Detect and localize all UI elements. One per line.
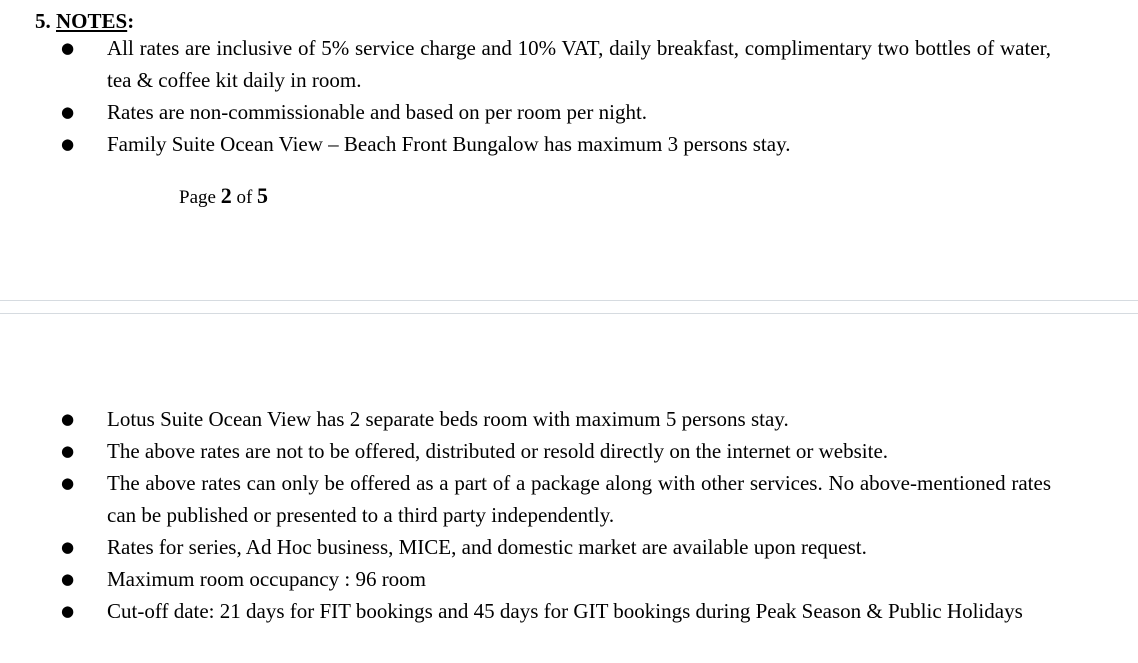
- bullet-icon: ●: [61, 442, 75, 460]
- bullet-icon: ●: [61, 39, 75, 57]
- list-item: [0, 403, 1051, 435]
- bullet-icon: ●: [61, 103, 75, 121]
- list-item: [0, 467, 1051, 531]
- notes-list-top: [0, 32, 1138, 160]
- note-text: The above rates are not to be offered, distributed or resold directly on the internet or website.: [107, 439, 889, 463]
- bullet-icon: ●: [61, 570, 75, 588]
- list-item: [0, 595, 1051, 627]
- page-number-prefix: Page: [179, 187, 221, 208]
- list-item: [0, 435, 1051, 467]
- list-item: [0, 96, 1051, 128]
- page-break-divider: [0, 300, 1138, 314]
- page-number-total: 5: [257, 183, 269, 208]
- page-number-current: 2: [220, 183, 232, 208]
- section-title: NOTES: [56, 9, 128, 33]
- note-text: All rates are inclusive of 5% service charge and 10% VAT, daily breakfast, complimentary two bottles of water, tea & coffee kit daily in room.: [107, 36, 1051, 92]
- section-number: 5.: [35, 9, 56, 33]
- list-item: [0, 32, 1051, 96]
- note-text: Cut-off date: 21 days for FIT bookings and 45 days for GIT bookings during Peak Season & Public Holidays: [107, 599, 1023, 623]
- section-colon: :: [127, 9, 135, 33]
- bullet-icon: ●: [61, 474, 75, 492]
- note-text: Rates are non-commissionable and based on per room per night.: [107, 100, 648, 124]
- notes-list-bottom: [0, 403, 1138, 627]
- list-item: [0, 128, 1051, 160]
- note-text: Rates for series, Ad Hoc business, MICE, and domestic market are available upon request.: [107, 535, 867, 559]
- note-text: Family Suite Ocean View – Beach Front Bungalow has maximum 3 persons stay.: [107, 132, 791, 156]
- page-number: [179, 183, 268, 211]
- list-item: [0, 531, 1051, 563]
- document-page-2: [0, 0, 1138, 300]
- note-text: Lotus Suite Ocean View has 2 separate beds room with maximum 5 persons stay.: [107, 407, 789, 431]
- list-item: [0, 563, 1051, 595]
- section-heading: [35, 8, 134, 34]
- bullet-icon: ●: [61, 135, 75, 153]
- note-text: Maximum room occupancy : 96 room: [107, 567, 427, 591]
- note-text: The above rates can only be offered as a part of a package along with other services. No above-mentioned rates can be published or presented to a third party independently.: [107, 471, 1051, 527]
- bullet-icon: ●: [61, 602, 75, 620]
- bullet-icon: ●: [61, 410, 75, 428]
- page-number-of: of: [231, 187, 258, 208]
- bullet-icon: ●: [61, 538, 75, 556]
